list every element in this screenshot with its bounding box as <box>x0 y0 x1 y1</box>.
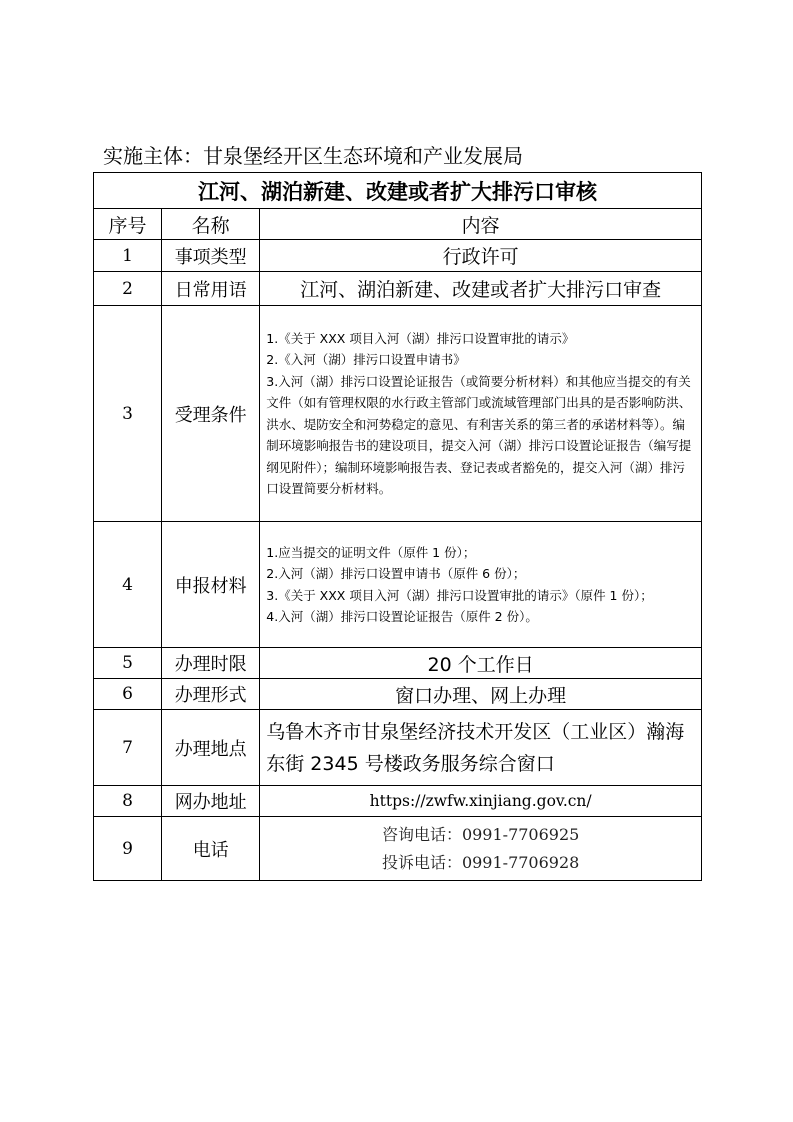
table-row <box>94 786 702 817</box>
service-table <box>93 172 702 881</box>
material-line: 4.入河（湖）排污口设置论证报告（原件 2 份）。 <box>266 609 538 624</box>
row-name: 办理地点 <box>162 710 260 786</box>
row-name: 网办地址 <box>162 786 260 817</box>
table-row <box>94 710 702 786</box>
condition-line: 3.入河（湖）排污口设置论证报告（或简要分析材料）和其他应当提交的有关文件（如有管理权限的水行政主管部门或流域管理部门出具的是否影响防洪、洪水、堤防安全和河势稳定的意见、有利害关系的第三者的承诺材料等）。编制环境影响报告书的建设项目，提交入河（湖）排污口设置论证报告（编写提纲见附件）；编制环境影响报告表、登记表或者豁免的，提交入河（湖）排污口设置简要分析材料。 <box>266 373 692 496</box>
row-number: 4 <box>94 522 162 648</box>
table-row <box>94 648 702 679</box>
table-row <box>94 306 702 522</box>
table-title: 江河、湖泊新建、改建或者扩大排污口审核 <box>94 173 702 209</box>
row-number: 3 <box>94 306 162 522</box>
row-name: 事项类型 <box>162 240 260 272</box>
complaint-phone: 投诉电话：0991-7706928 <box>381 852 580 872</box>
table-row <box>94 817 702 881</box>
material-line: 1.应当提交的证明文件（原件 1 份）； <box>266 544 476 560</box>
online-service-url[interactable]: https://zwfw.xinjiang.gov.cn/ <box>260 786 702 817</box>
row-content: 行政许可 <box>260 240 702 272</box>
row-content: 窗口办理、网上办理 <box>260 679 702 710</box>
row-number: 9 <box>94 817 162 881</box>
condition-line: 1.《关于 XXX 项目入河（湖）排污口设置审批的请示》 <box>266 330 575 346</box>
condition-line: 2.《入河（湖）排污口设置申请书》 <box>266 352 466 367</box>
row-name: 办理形式 <box>162 679 260 710</box>
phone-numbers <box>260 817 702 881</box>
acceptance-conditions <box>260 306 702 522</box>
row-name: 受理条件 <box>162 306 260 522</box>
table-row <box>94 240 702 272</box>
row-content: 江河、湖泊新建、改建或者扩大排污口审查 <box>260 272 702 306</box>
row-name: 申报材料 <box>162 522 260 648</box>
material-line: 2.入河（湖）排污口设置申请书（原件 6 份）； <box>266 566 526 581</box>
column-header-content: 内容 <box>260 209 702 240</box>
row-number: 8 <box>94 786 162 817</box>
row-name: 办理时限 <box>162 648 260 679</box>
table-row <box>94 522 702 648</box>
row-number: 1 <box>94 240 162 272</box>
column-header-no: 序号 <box>94 209 162 240</box>
implementer-heading: 实施主体：甘泉堡经开区生态环境和产业发展局 <box>103 144 523 168</box>
row-number: 5 <box>94 648 162 679</box>
office-address: 乌鲁木齐市甘泉堡经济技术开发区（工业区）瀚海东街 2345 号楼政务服务综合窗口 <box>260 710 702 786</box>
table-row <box>94 272 702 306</box>
material-line: 3.《关于 XXX 项目入河（湖）排污口设置审批的请示》（原件 1 份）； <box>266 587 653 603</box>
column-header-name: 名称 <box>162 209 260 240</box>
table-row <box>94 679 702 710</box>
row-number: 6 <box>94 679 162 710</box>
row-number: 7 <box>94 710 162 786</box>
row-name: 日常用语 <box>162 272 260 306</box>
application-materials <box>260 522 702 648</box>
consult-phone: 咨询电话：0991-7706925 <box>381 824 580 844</box>
row-number: 2 <box>94 272 162 306</box>
row-name: 电话 <box>162 817 260 881</box>
row-content: 20 个工作日 <box>260 648 702 679</box>
